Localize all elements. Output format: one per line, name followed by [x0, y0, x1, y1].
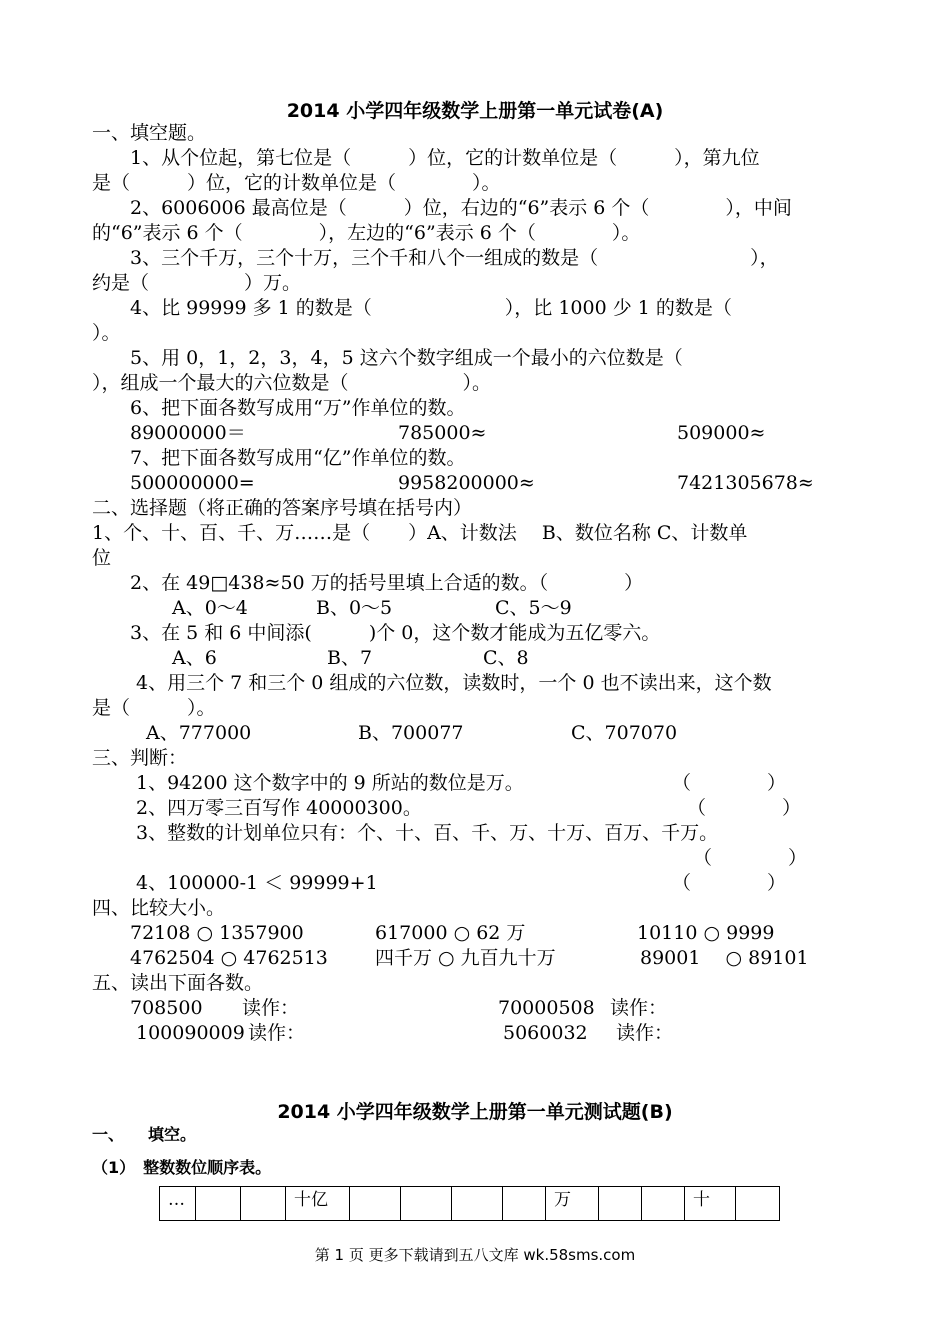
question-line: 是（ ）。 — [92, 697, 216, 719]
question-line: 是（ ）位，它的计数单位是（ ）。 — [92, 172, 501, 194]
conversion-item: 500000000= — [130, 472, 255, 494]
section-heading: 四、比较大小。 — [92, 897, 226, 919]
question-line: 4、比 99999 多 1 的数是（ ），比 1000 少 1 的数是（ — [130, 297, 732, 319]
table-cell — [196, 1187, 241, 1221]
question-line: 3、在 5 和 6 中间添( )个 0，这个数才能成为五亿零六。 — [130, 622, 661, 644]
question-line: 2、6006006 最高位是（ ）位，右边的“6”表示 6 个（ ），中间 — [130, 197, 792, 219]
option: B、0～5 — [316, 597, 393, 619]
compare-item: 10110 ○ 9999 — [637, 922, 775, 944]
paper-b-title: 2014 小学四年级数学上册第一单元测试题(B) — [277, 1101, 673, 1123]
table-cell — [401, 1187, 452, 1221]
compare-item: 四千万 ○ 九百九十万 — [375, 947, 556, 969]
table-cell — [736, 1187, 780, 1221]
question-line: 1、个、十、百、千、万……是（ ）A、计数法 B、数位名称 C、计数单 — [92, 522, 748, 544]
section-heading: 五、读出下面各数。 — [92, 972, 264, 994]
judge-item: 4、100000-1 ＜ 99999+1 — [136, 872, 378, 894]
compare-item: 4762504 ○ 4762513 — [130, 947, 328, 969]
page-footer: 第 1 页 更多下载请到五八文库 wk.58sms.com — [314, 1246, 636, 1264]
place-value-table — [159, 1186, 780, 1221]
read-number: 5060032 — [503, 1022, 588, 1044]
answer-paren: （ ） — [672, 872, 787, 894]
question-line: 4、用三个 7 和三个 0 组成的六位数，读数时，一个 0 也不读出来，这个数 — [136, 672, 772, 694]
question-line: 1、从个位起，第七位是（ ）位，它的计数单位是（ ），第九位 — [130, 147, 760, 169]
option: C、5～9 — [495, 597, 572, 619]
read-label: 读作： — [242, 997, 300, 1019]
conversion-item: 9958200000≈ — [398, 472, 535, 494]
question-line: 3、三个千万，三个十万，三个千和八个一组成的数是（ ）， — [130, 247, 779, 269]
compare-item: 72108 ○ 1357900 — [130, 922, 304, 944]
question-line: 位 — [92, 547, 112, 569]
question-line: 6、把下面各数写成用“万”作单位的数。 — [130, 397, 466, 419]
compare-item: 617000 ○ 62 万 — [375, 922, 526, 944]
conversion-item: 89000000＝ — [130, 422, 246, 444]
table-cell — [452, 1187, 503, 1221]
conversion-item: 7421305678≈ — [677, 472, 814, 494]
option: B、7 — [327, 647, 373, 669]
table-cell — [642, 1187, 685, 1221]
table-cell: … — [160, 1187, 196, 1221]
table-cell: 十亿 — [286, 1187, 350, 1221]
table-cell: 十 — [685, 1187, 736, 1221]
option: B、700077 — [358, 722, 464, 744]
table-cell — [503, 1187, 546, 1221]
read-label: 读作： — [616, 1022, 674, 1044]
option: A、777000 — [146, 722, 252, 744]
option: C、8 — [483, 647, 529, 669]
read-number: 70000508 — [498, 997, 595, 1019]
question-line: 约是（ ）万。 — [92, 272, 302, 294]
compare-item: 89001 ○ 89101 — [640, 947, 809, 969]
table-cell — [599, 1187, 642, 1221]
question-line: ），组成一个最大的六位数是（ ）。 — [92, 372, 492, 394]
section-heading: 二、选择题（将正确的答案序号填在括号内） — [92, 497, 473, 519]
conversion-item: 509000≈ — [677, 422, 766, 444]
section-heading: 三、判断： — [92, 747, 188, 769]
read-number: 708500 — [130, 997, 203, 1019]
question-line: ）。 — [92, 322, 121, 344]
read-label: 读作： — [610, 997, 668, 1019]
table-cell: 万 — [546, 1187, 599, 1221]
option: A、0～4 — [172, 597, 248, 619]
read-number: 100090009 — [136, 1022, 245, 1044]
option: C、707070 — [571, 722, 678, 744]
judge-item: 2、四万零三百写作 40000300。 — [136, 797, 422, 819]
question-line: 的“6”表示 6 个（ ），左边的“6”表示 6 个（ ）。 — [92, 222, 641, 244]
answer-paren: （ ） — [693, 847, 808, 869]
question-line: 2、在 49□438≈50 万的括号里填上合适的数。（ ） — [130, 572, 644, 594]
table-cell — [241, 1187, 286, 1221]
item-heading: （1） 整数数位顺序表。 — [92, 1158, 272, 1177]
judge-item: 1、94200 这个数字中的 9 所站的数位是万。 — [136, 772, 524, 794]
option: A、6 — [172, 647, 217, 669]
answer-paren: （ ） — [672, 772, 787, 794]
answer-paren: （ ） — [687, 797, 802, 819]
read-label: 读作： — [248, 1022, 306, 1044]
section-heading: 一、填空题。 — [92, 122, 207, 144]
conversion-item: 785000≈ — [398, 422, 487, 444]
table-cell — [350, 1187, 401, 1221]
question-line: 5、用 0，1，2，3，4，5 这六个数字组成一个最小的六位数是（ — [130, 347, 683, 369]
paper-a-title: 2014 小学四年级数学上册第一单元试卷(A) — [286, 100, 664, 122]
judge-item: 3、整数的计划单位只有：个、十、百、千、万、十万、百万、千万。 — [136, 822, 719, 844]
question-line: 7、把下面各数写成用“亿”作单位的数。 — [130, 447, 466, 469]
section-heading: 一、 填空。 — [92, 1125, 197, 1144]
